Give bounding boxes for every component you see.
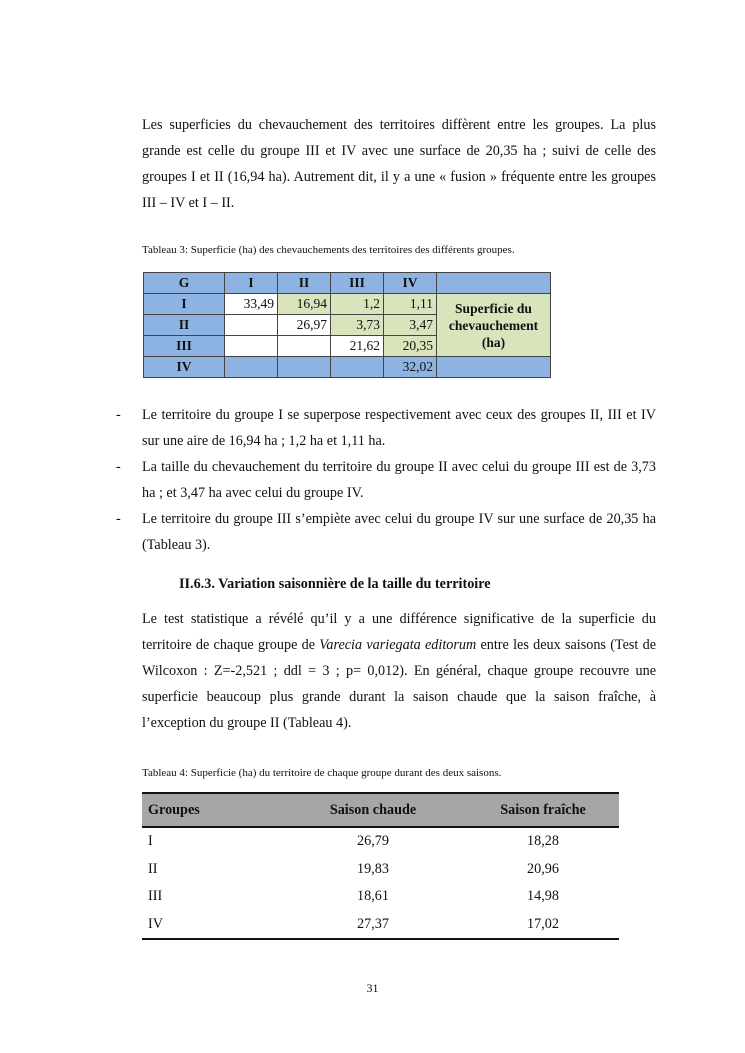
species-name: Varecia variegata editorum — [319, 637, 477, 653]
table-cell — [225, 336, 278, 357]
table-header-cell: IV — [384, 273, 437, 294]
table-header-row — [142, 793, 619, 827]
table-cell — [225, 315, 278, 336]
table-cell — [437, 357, 551, 378]
bullet-marker: - — [116, 511, 121, 527]
intro-paragraph: Les superficies du chevauchement des territoires diffèrent entre les groupes. La plus grande est celle du groupe III et IV avec une surface de 20,35 ha ; suivi de celle des groupes I et II (16,94 ha). Autrement dit, il y a une « fusion » fréquente entre les groupes III – IV et I – II. — [142, 117, 656, 211]
overlap-area-label: Superficie du chevauchement (ha) — [437, 294, 551, 357]
list-item — [116, 402, 656, 454]
table-header-row — [144, 273, 551, 294]
table-cell: III — [148, 888, 163, 905]
table-cell: II — [148, 860, 158, 877]
table-cell: 26,79 — [357, 833, 389, 850]
table-header-cell: Groupes — [142, 793, 279, 827]
table-header-cell: II — [278, 273, 331, 294]
seasonal-area-table — [142, 792, 619, 940]
table-cell: 32,02 — [384, 357, 437, 378]
bullet-marker: - — [116, 407, 121, 423]
table-row — [144, 294, 551, 315]
table-cell: IV — [142, 911, 279, 940]
table-row — [142, 883, 619, 911]
table-cell: 1,2 — [331, 294, 384, 315]
paragraph-text: Le test statistique a révélé qu’il y a une différence significative de la superficie du territoire de chaque groupe de — [142, 611, 656, 653]
list-item-text: Le territoire du groupe I se superpose respectivement avec ceux des groupes II, III et IV sur une aire de 16,94 ha ; 1,2 ha et 1,11 ha. — [142, 407, 656, 449]
table-header-cell: III — [331, 273, 384, 294]
table-cell — [225, 357, 278, 378]
list-item — [116, 454, 656, 506]
list-item-text: Le territoire du groupe III s’empiète avec celui du groupe IV sur une surface de 20,35 ha (Tableau 3). — [142, 511, 656, 553]
table-header-cell: Saison chaude — [279, 793, 467, 827]
bullet-marker: - — [116, 459, 121, 475]
table-cell: 1,11 — [384, 294, 437, 315]
table-row — [144, 357, 551, 378]
overlap-table — [143, 272, 551, 378]
table-cell: 16,94 — [278, 294, 331, 315]
paragraph-text: entre les deux saisons (Test de Wilcoxon : Z=-2,521 ; ddl = 3 ; p= 0,012). En général, chaque groupe recouvre une superficie beaucoup plus grande durant la saison chaude que la saison fraîche, à l’exception du groupe II (Tableau 4). — [142, 637, 657, 731]
list-item — [116, 506, 656, 558]
table-cell: 21,62 — [331, 336, 384, 357]
table-cell: 19,83 — [357, 860, 389, 877]
table-row — [142, 827, 619, 856]
table-cell: 26,97 — [278, 315, 331, 336]
table-cell — [278, 336, 331, 357]
table4-caption: Tableau 4: Superficie (ha) du territoire de chaque groupe durant des deux saisons. — [142, 767, 502, 779]
table-cell — [278, 357, 331, 378]
page-number: 31 — [366, 981, 379, 995]
table-header-cell: G — [144, 273, 225, 294]
table-cell: 20,96 — [527, 860, 559, 877]
table-cell: 3,73 — [331, 315, 384, 336]
table-header-cell: Saison fraîche — [467, 793, 619, 827]
table-cell: 27,37 — [279, 911, 467, 940]
row-label: I — [144, 294, 225, 315]
table-row — [142, 856, 619, 884]
row-label: II — [144, 315, 225, 336]
table-cell: 3,47 — [384, 315, 437, 336]
table-cell: 18,61 — [357, 888, 389, 905]
table-cell: 20,35 — [384, 336, 437, 357]
table-cell: 14,98 — [527, 888, 559, 905]
list-item-text: La taille du chevauchement du territoire du groupe II avec celui du groupe III est de 3,73 ha ; et 3,47 ha avec celui du groupe IV. — [142, 459, 656, 501]
table-header-cell: I — [225, 273, 278, 294]
table-cell: 33,49 — [225, 294, 278, 315]
row-label: III — [144, 336, 225, 357]
table-header-cell — [437, 273, 551, 294]
table-cell: 17,02 — [467, 911, 619, 940]
table-cell: 18,28 — [527, 833, 559, 850]
wilcoxon-paragraph — [142, 606, 656, 736]
table-cell — [331, 357, 384, 378]
table-cell: I — [148, 833, 153, 850]
table3-caption: Tableau 3: Superficie (ha) des chevauchements des territoires des différents groupes. — [142, 244, 515, 256]
row-label: IV — [144, 357, 225, 378]
section-heading: II.6.3. Variation saisonnière de la taille du territoire — [179, 576, 491, 592]
table-row — [142, 911, 619, 940]
bullet-list — [116, 402, 656, 558]
